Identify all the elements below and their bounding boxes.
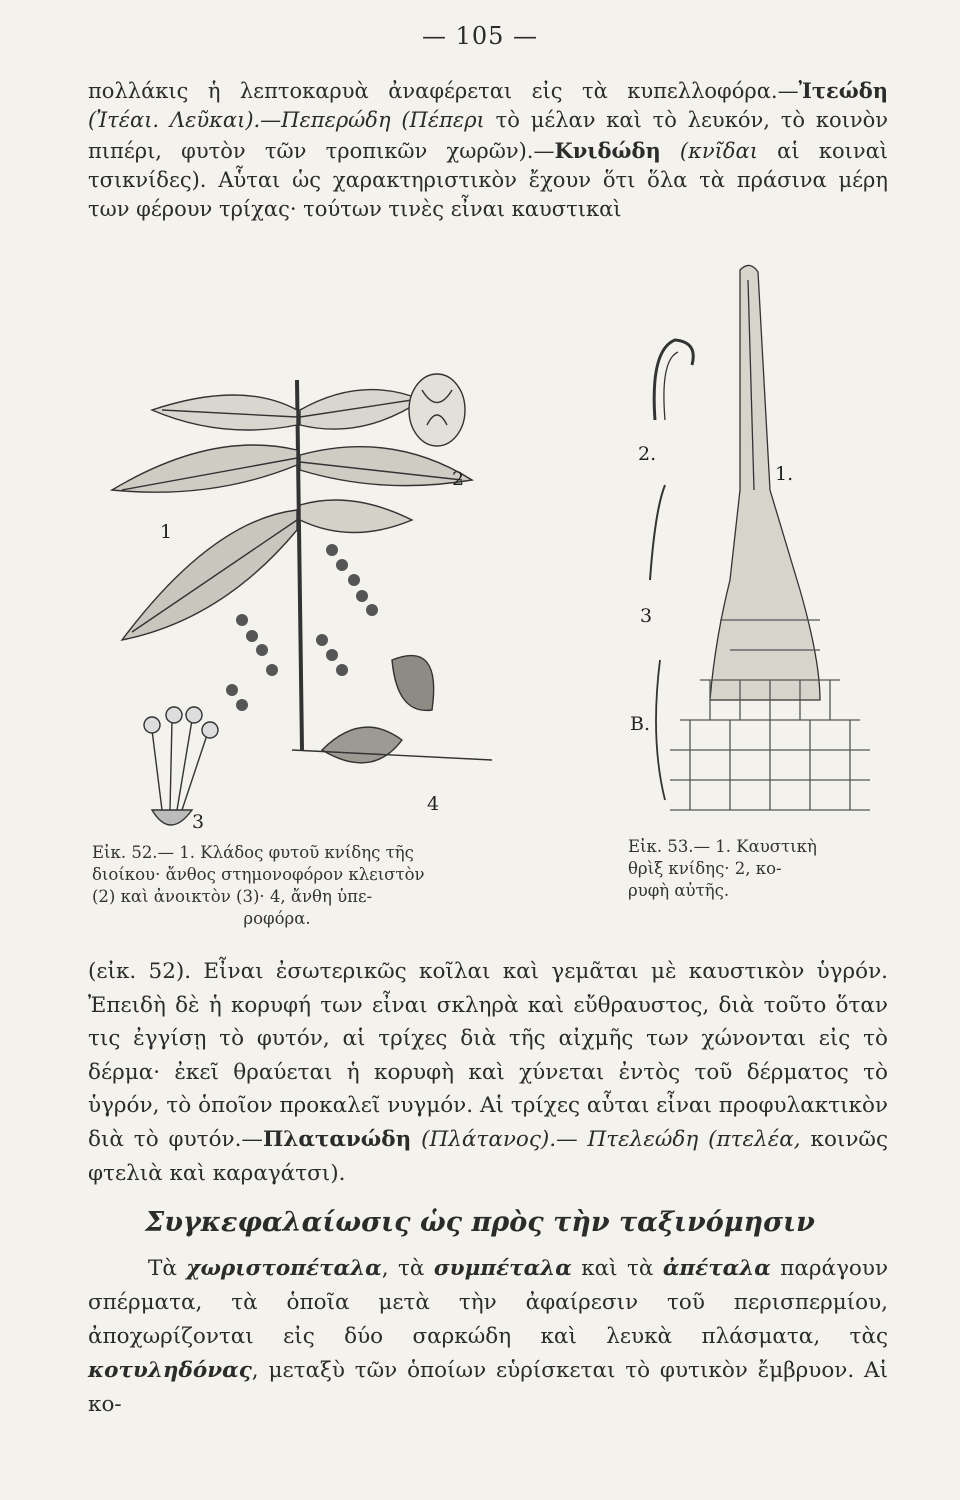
term-apetala: ἀπέταλα <box>662 1256 771 1281</box>
term-knidodi: Κνιδώδη <box>554 137 661 163</box>
term-kotylidones: κοτυληδόνας <box>88 1358 252 1383</box>
figure-53-stinging-hair-illustration <box>620 260 880 830</box>
fig53-label-3: 3 <box>640 605 653 627</box>
fig52-label-2: 2 <box>452 468 465 490</box>
figure-53-caption: Εἰκ. 53.— 1. Καυστικὴ θρὶξ κνίδης· 2, κο- ρυφὴ αὐτῆς. <box>628 837 817 900</box>
figure-52-nettle-illustration <box>92 370 512 840</box>
section-heading: Συγκεφαλαίωσις ὡς πρὸς τὴν ταξινόμησιν <box>145 1207 815 1238</box>
term-sympetala: συμπέταλα <box>433 1256 572 1281</box>
fig52-label-3: 3 <box>192 811 205 833</box>
fig52-label-4: 4 <box>427 793 440 815</box>
fig52-label-1: 1 <box>160 521 173 543</box>
term-iteodi: Ἰτεώδη <box>798 78 888 103</box>
paragraph-stinging-hairs: (εἰκ. 52). Εἶναι ἐσωτερικῶς κοῖλαι καὶ γεμᾶται μὲ καυστικὸν ὑγρόν. Ἐπειδὴ δὲ ἡ κορυφή των εἶναι σκληρὰ καὶ εὔθραυστος, διὰ τοῦτο ὅταν τις ἐγγίσῃ τὸ φυτόν, αἱ τρίχες διὰ τῆς αἰχμῆς των χώνονται εἰς τὸ δέρμα· ἐκεῖ θραύεται ἡ κορυφὴ καὶ χύνεται ἐντὸς τοῦ δέρματος τὸ ὑγρόν, τὸ ὁποῖον προκαλεῖ νυγμόν. Αἱ τρίχες αὗται εἶναι προφυλακτικὸν διὰ τὸ φυτόν.—Πλατανώδη (Πλάτανος).— Πτελεώδη (πτελέα, κοινῶς φτελιὰ καὶ καραγάτσι). <box>88 959 888 1186</box>
page-number: — 105 — <box>421 22 539 50</box>
paragraph-summary: Τὰ χωριστοπέταλα, τὰ συμπέταλα καὶ τὰ ἀπέταλα παράγουν σπέρματα, τὰ ὁποῖα μετὰ τὴν ἀφαίρεσιν τοῦ περισπερμίου, ἀποχωρίζονται εἰς δύο σαρκώδη καὶ λευκὰ πλάσματα, τὰς κοτυληδόνας, μεταξὺ τῶν ὁποίων εὑρίσκεται τὸ φυτικὸν ἔμβρυον. Αἱ κο- <box>88 1256 889 1417</box>
term-platanodi: Πλατανώδη <box>262 1126 412 1152</box>
term-choristopetala: χωριστοπέταλα <box>186 1256 382 1281</box>
fig53-label-B: B. <box>630 713 651 735</box>
figure-52-caption: Εἰκ. 52.— 1. Κλάδος φυτοῦ κνίδης τῆς διοίκου· ἄνθος στημονοφόρον κλειστὸν (2) καὶ ἀνοικτὸν (3)· 4, ἄνθη ὑπε- ροφόρα. <box>92 843 425 928</box>
fig53-label-1: 1. <box>775 463 794 485</box>
fig53-label-2: 2. <box>638 443 657 465</box>
paragraph-intro: πολλάκις ἡ λεπτοκαρυὰ ἀναφέρεται εἰς τὰ κυπελλοφόρα.—Ἰτεώδη (Ἰτέαι. Λεῦκαι).—Πεπερώδη (Πέπερι τὸ μέλαν καὶ τὸ λευκόν, τὸ κοινὸν πιπέρι, φυτὸν τῶν τροπικῶν χωρῶν).—Κνιδώδη (κνῖδαι αἱ κοιναὶ τσικνίδες). Αὗται ὡς χαρακτηριστικὸν ἔχουν ὅτι ὅλα τὰ πράσινα μέρη των φέρουν τρίχας· τούτων τινὲς εἶναι καυστικαὶ <box>88 78 888 222</box>
